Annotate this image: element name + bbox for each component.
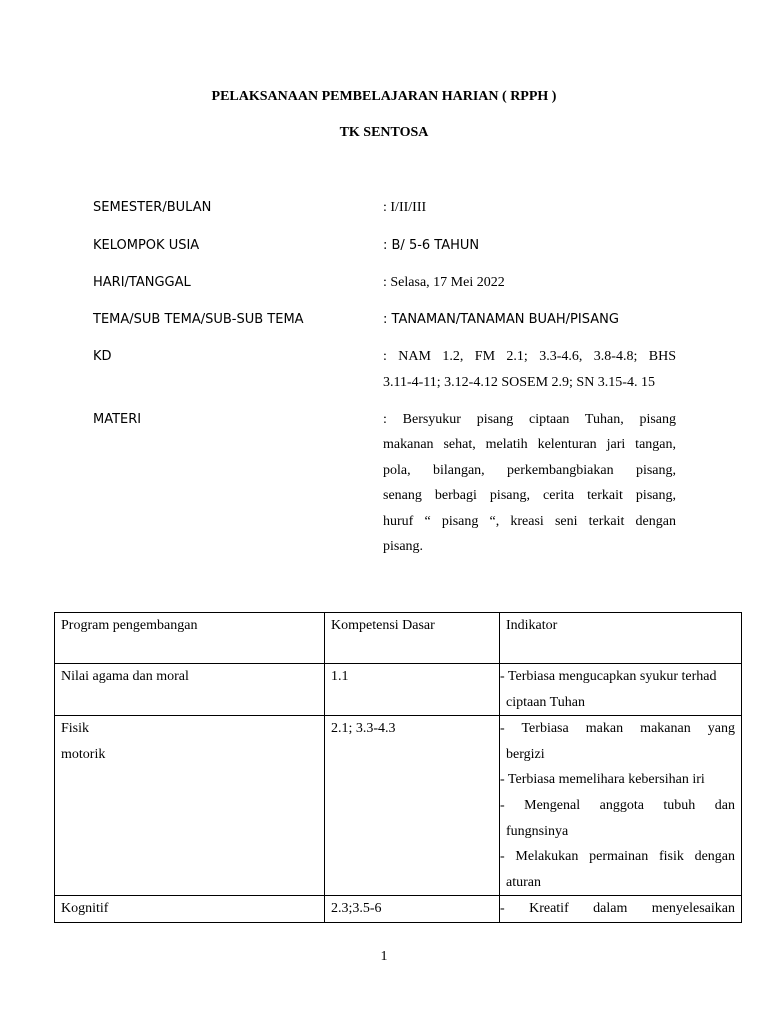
kd-value-line: 3.11-4-11; 3.12-4.12 SOSEM 2.9; SN 3.15-4. 15	[383, 375, 655, 390]
table-row	[55, 896, 742, 923]
table-row	[55, 664, 742, 716]
kd-cell: 2.1; 3.3-4.3	[325, 716, 500, 896]
usia-label: KELOMPOK USIA	[93, 238, 200, 253]
semester-value: : I/II/III	[383, 200, 427, 215]
header-program: Program pengembangan	[55, 613, 325, 664]
materi-line: makanan sehat, melatih kelenturan jari tangan,	[383, 437, 676, 452]
page-number: 1	[380, 949, 388, 964]
kd-cell: 2.3;3.5-6	[325, 896, 500, 923]
table-row	[55, 716, 742, 896]
header-kd: Kompetensi Dasar	[325, 613, 500, 664]
development-table	[54, 612, 742, 923]
materi-line: pola, bilangan, perkembangbiakan pisang,	[383, 463, 676, 478]
indikator-cell: - Kreatif dalam menyelesaikan	[500, 896, 742, 923]
program-cell: Kognitif	[55, 896, 325, 923]
indikator-cell: - Terbiasa mengucapkan syukur terhad ciptaan Tuhan	[500, 664, 742, 716]
materi-line: pisang.	[383, 539, 424, 554]
header-indikator: Indikator	[500, 613, 742, 664]
kd-cell: 1.1	[325, 664, 500, 716]
tema-label: TEMA/SUB TEMA/SUB-SUB TEMA	[93, 312, 304, 327]
materi-line: : Bersyukur pisang ciptaan Tuhan, pisang	[383, 412, 676, 427]
tema-value: : TANAMAN/TANAMAN BUAH/PISANG	[383, 312, 619, 327]
materi-line: huruf “ pisang “, kreasi seni terkait dengan	[383, 514, 676, 529]
program-cell: Fisik motorik	[55, 716, 325, 896]
table-header-row	[55, 613, 742, 664]
materi-label: MATERI	[93, 412, 142, 427]
document-title: PELAKSANAAN PEMBELAJARAN HARIAN ( RPPH )	[211, 89, 557, 104]
indikator-cell: - Terbiasa makan makanan yang bergizi - Terbiasa memelihara kebersihan iri - Mengenal anggota tubuh dan fungnsinya - Melakukan permainan fisik dengan aturan	[500, 716, 742, 896]
hari-label: HARI/TANGGAL	[93, 275, 191, 290]
kd-value-line: : NAM 1.2, FM 2.1; 3.3-4.6, 3.8-4.8; BHS	[383, 349, 676, 364]
semester-label: SEMESTER/BULAN	[93, 200, 212, 215]
program-cell: Nilai agama dan moral	[55, 664, 325, 716]
materi-line: senang berbagi pisang, cerita terkait pisang,	[383, 488, 676, 503]
school-name: TK SENTOSA	[339, 125, 429, 140]
kd-label: KD	[93, 349, 112, 364]
usia-value: : B/ 5-6 TAHUN	[383, 238, 480, 253]
hari-value: : Selasa, 17 Mei 2022	[383, 275, 505, 290]
